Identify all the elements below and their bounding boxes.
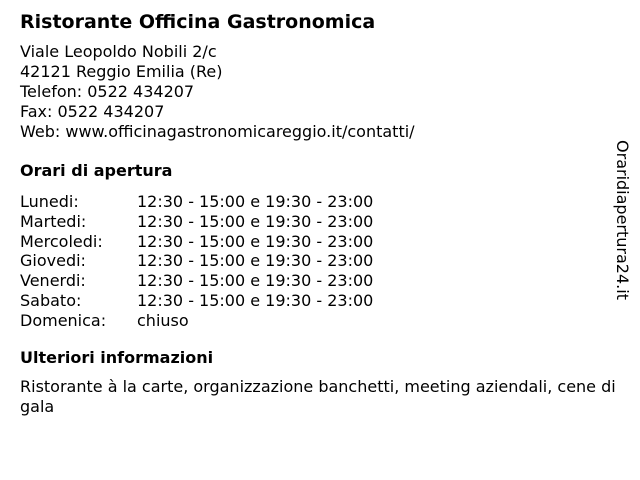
day-hours: 12:30 - 15:00 e 19:30 - 23:00	[137, 271, 374, 291]
restaurant-card	[20, 8, 616, 417]
hours-row-sunday	[20, 311, 610, 331]
hours-row-monday	[20, 192, 610, 212]
street-address: Viale Leopoldo Nobili 2/c	[20, 42, 217, 61]
day-label: Sabato:	[20, 290, 82, 310]
day-label: Mercoledi:	[20, 231, 103, 251]
day-label: Giovedi:	[20, 251, 86, 271]
opening-hours-table	[20, 192, 610, 331]
hours-row-thursday	[20, 251, 610, 271]
day-label: Domenica:	[20, 310, 107, 330]
day-hours: 12:30 - 15:00 e 19:30 - 23:00	[137, 192, 374, 211]
contact-block	[20, 42, 610, 142]
restaurant-name: Ristorante Officina Gastronomica	[20, 11, 376, 33]
day-hours: chiuso	[137, 310, 189, 330]
hours-row-wednesday	[20, 232, 610, 252]
brand-watermark: Oraridiapertura24.it	[613, 140, 632, 300]
hours-row-tuesday	[20, 212, 610, 232]
city-address: 42121 Reggio Emilia (Re)	[20, 62, 223, 81]
opening-hours-title: Orari di apertura	[20, 161, 173, 180]
hours-row-friday	[20, 271, 610, 291]
hours-row-saturday	[20, 291, 610, 311]
fax-number: Fax: 0522 434207	[20, 102, 165, 121]
day-hours: 12:30 - 15:00 e 19:30 - 23:00	[137, 231, 374, 251]
additional-info-text: Ristorante à la carte, organizzazione banchetti, meeting aziendali, cene di gala	[20, 376, 616, 416]
day-hours: 12:30 - 15:00 e 19:30 - 23:00	[137, 290, 374, 310]
website-link: Web: www.officinagastronomicareggio.it/contatti/	[20, 122, 415, 141]
additional-info-title: Ulteriori informazioni	[20, 347, 214, 367]
phone-number: Telefon: 0522 434207	[20, 82, 195, 101]
day-label: Martedi:	[20, 211, 87, 231]
day-hours: 12:30 - 15:00 e 19:30 - 23:00	[137, 251, 374, 271]
day-label: Venerdi:	[20, 271, 86, 291]
day-hours: 12:30 - 15:00 e 19:30 - 23:00	[137, 211, 374, 231]
day-label: Lunedi:	[20, 192, 79, 211]
